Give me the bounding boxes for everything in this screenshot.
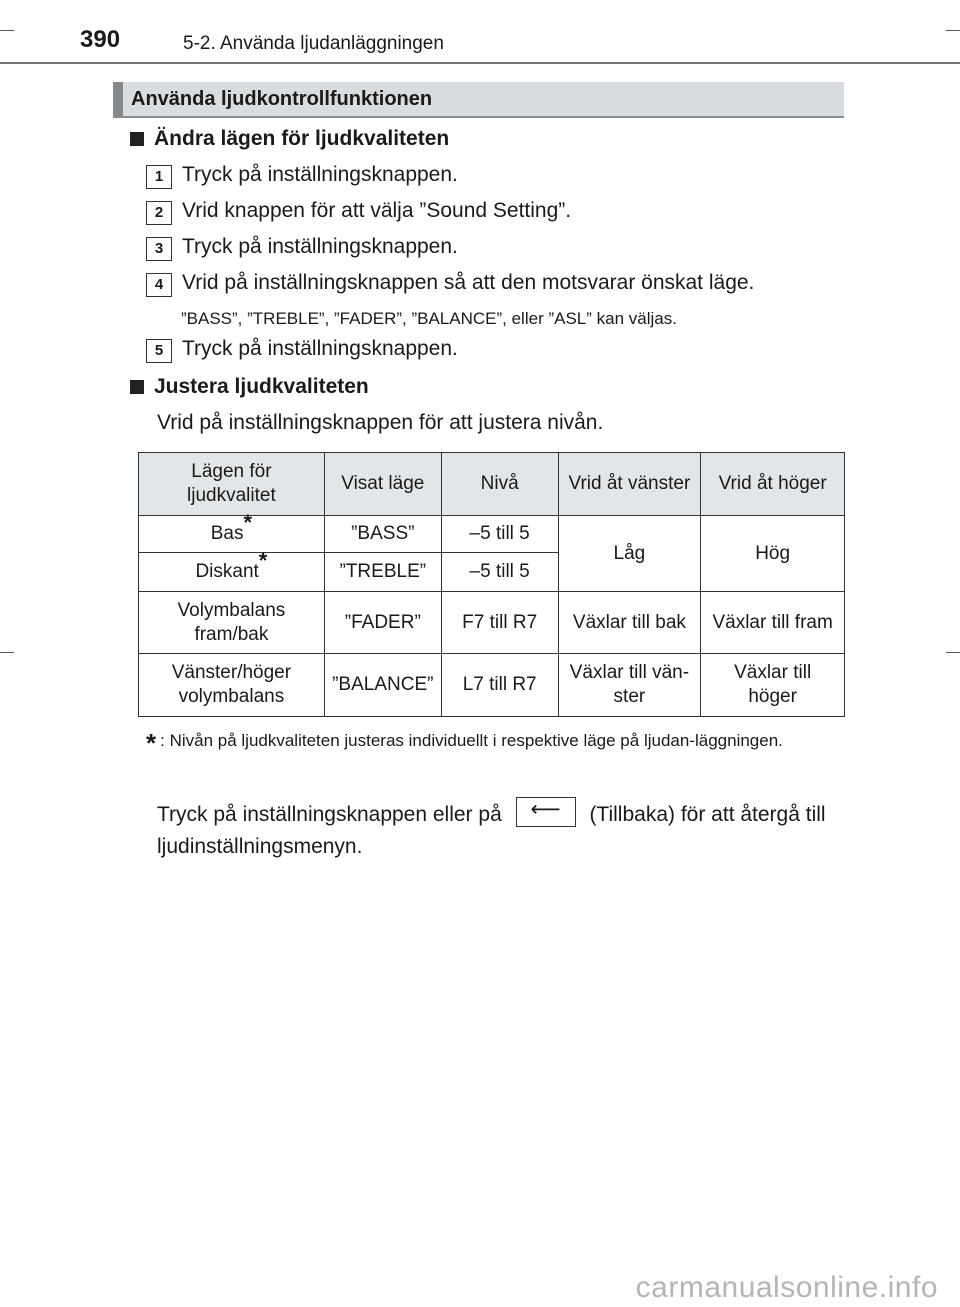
table-cell	[139, 547, 325, 592]
section-banner	[113, 82, 844, 118]
mode-label: Diskant	[195, 561, 259, 582]
step-number: 2	[146, 201, 172, 225]
footnote-marker: *	[146, 728, 157, 758]
table-cell: Växlar till fram	[701, 592, 845, 654]
step-text: Vrid knappen för att välja ”Sound Setting”.	[182, 199, 572, 222]
step-text: Vrid på inställningsknappen så att den motsvarar önskat läge.	[182, 271, 755, 294]
table-cell: Volymbalans fram/bak	[139, 592, 325, 654]
step-note: ”BASS”, ”TREBLE”, ”FADER”, ”BALANCE”, eller ”ASL” kan väljas.	[181, 309, 677, 328]
table-header-cell: Vrid åt vänster	[558, 453, 701, 516]
back-instruction	[157, 799, 847, 863]
subsection-heading	[130, 127, 449, 151]
table-cell: Växlar till bak	[558, 592, 701, 654]
table-cell: Hög	[701, 516, 845, 592]
step-text: Tryck på inställningsknappen.	[182, 235, 458, 258]
watermark: carmanualsonline.info	[635, 1271, 938, 1304]
section-title: Använda ljudkontrollfunktionen	[131, 88, 433, 110]
subsection-title: Ändra lägen för ljudkvaliteten	[154, 127, 450, 150]
table-header-cell: Vrid åt höger	[701, 453, 845, 516]
table-cell	[139, 509, 325, 553]
page-number: 390	[80, 26, 121, 53]
table-cell: Vänster/höger volymbalans	[139, 654, 325, 717]
footnote	[146, 724, 838, 758]
back-text-before: Tryck på inställningsknappen eller på	[157, 803, 502, 826]
table-cell: F7 till R7	[441, 592, 558, 654]
table-cell: Växlar till höger	[701, 654, 845, 717]
table-row	[139, 592, 845, 654]
subsection-heading	[130, 375, 369, 399]
step-text: Tryck på inställningsknappen.	[182, 337, 458, 360]
back-text-after: (Tillbaka) för att återgå till ljudinställningsmenyn.	[157, 803, 826, 858]
subsection-text: Vrid på inställningsknappen för att justera nivån.	[157, 411, 604, 434]
table-cell: –5 till 5	[441, 516, 558, 553]
table-cell: ”TREBLE”	[324, 553, 441, 592]
subsection-title: Justera ljudkvaliteten	[154, 375, 369, 398]
step-number: 4	[146, 273, 172, 297]
sound-quality-table	[138, 452, 845, 717]
crop-mark	[946, 30, 960, 31]
table-header-row	[139, 453, 845, 516]
square-bullet-icon	[130, 380, 144, 394]
table-row	[139, 516, 845, 553]
table-header-cell: Visat läge	[324, 453, 441, 516]
step-text: Tryck på inställningsknappen.	[182, 163, 458, 186]
asterisk-marker: *	[258, 547, 268, 573]
table-cell: ”FADER”	[324, 592, 441, 654]
header-rule	[0, 62, 960, 64]
back-button-icon: ⟵	[516, 797, 576, 827]
table-cell: ”BALANCE”	[324, 654, 441, 717]
step-number: 5	[146, 339, 172, 363]
banner-accent-bar	[113, 82, 123, 116]
crop-mark	[946, 652, 960, 653]
crop-mark	[0, 30, 14, 31]
table-header-cell: Nivå	[441, 453, 558, 516]
table-cell: –5 till 5	[441, 553, 558, 592]
mode-label: Bas	[210, 523, 244, 544]
table-row	[139, 654, 845, 717]
table-cell: Låg	[558, 516, 701, 592]
table-cell: ”BASS”	[324, 516, 441, 553]
step-number: 3	[146, 237, 172, 261]
table-cell: L7 till R7	[441, 654, 558, 717]
square-bullet-icon	[130, 132, 144, 146]
step-number: 1	[146, 165, 172, 189]
chapter-title: 5-2. Använda ljudanläggningen	[183, 33, 444, 54]
table-header-cell: Lägen för ljudkvalitet	[139, 453, 325, 516]
asterisk-marker: *	[243, 509, 253, 535]
table-cell: Växlar till vän-ster	[558, 654, 701, 717]
footnote-text: : Nivån på ljudkvaliteten justeras individuellt i respektive läge på ljudan-läggningen.	[160, 731, 783, 750]
crop-mark	[0, 652, 14, 653]
